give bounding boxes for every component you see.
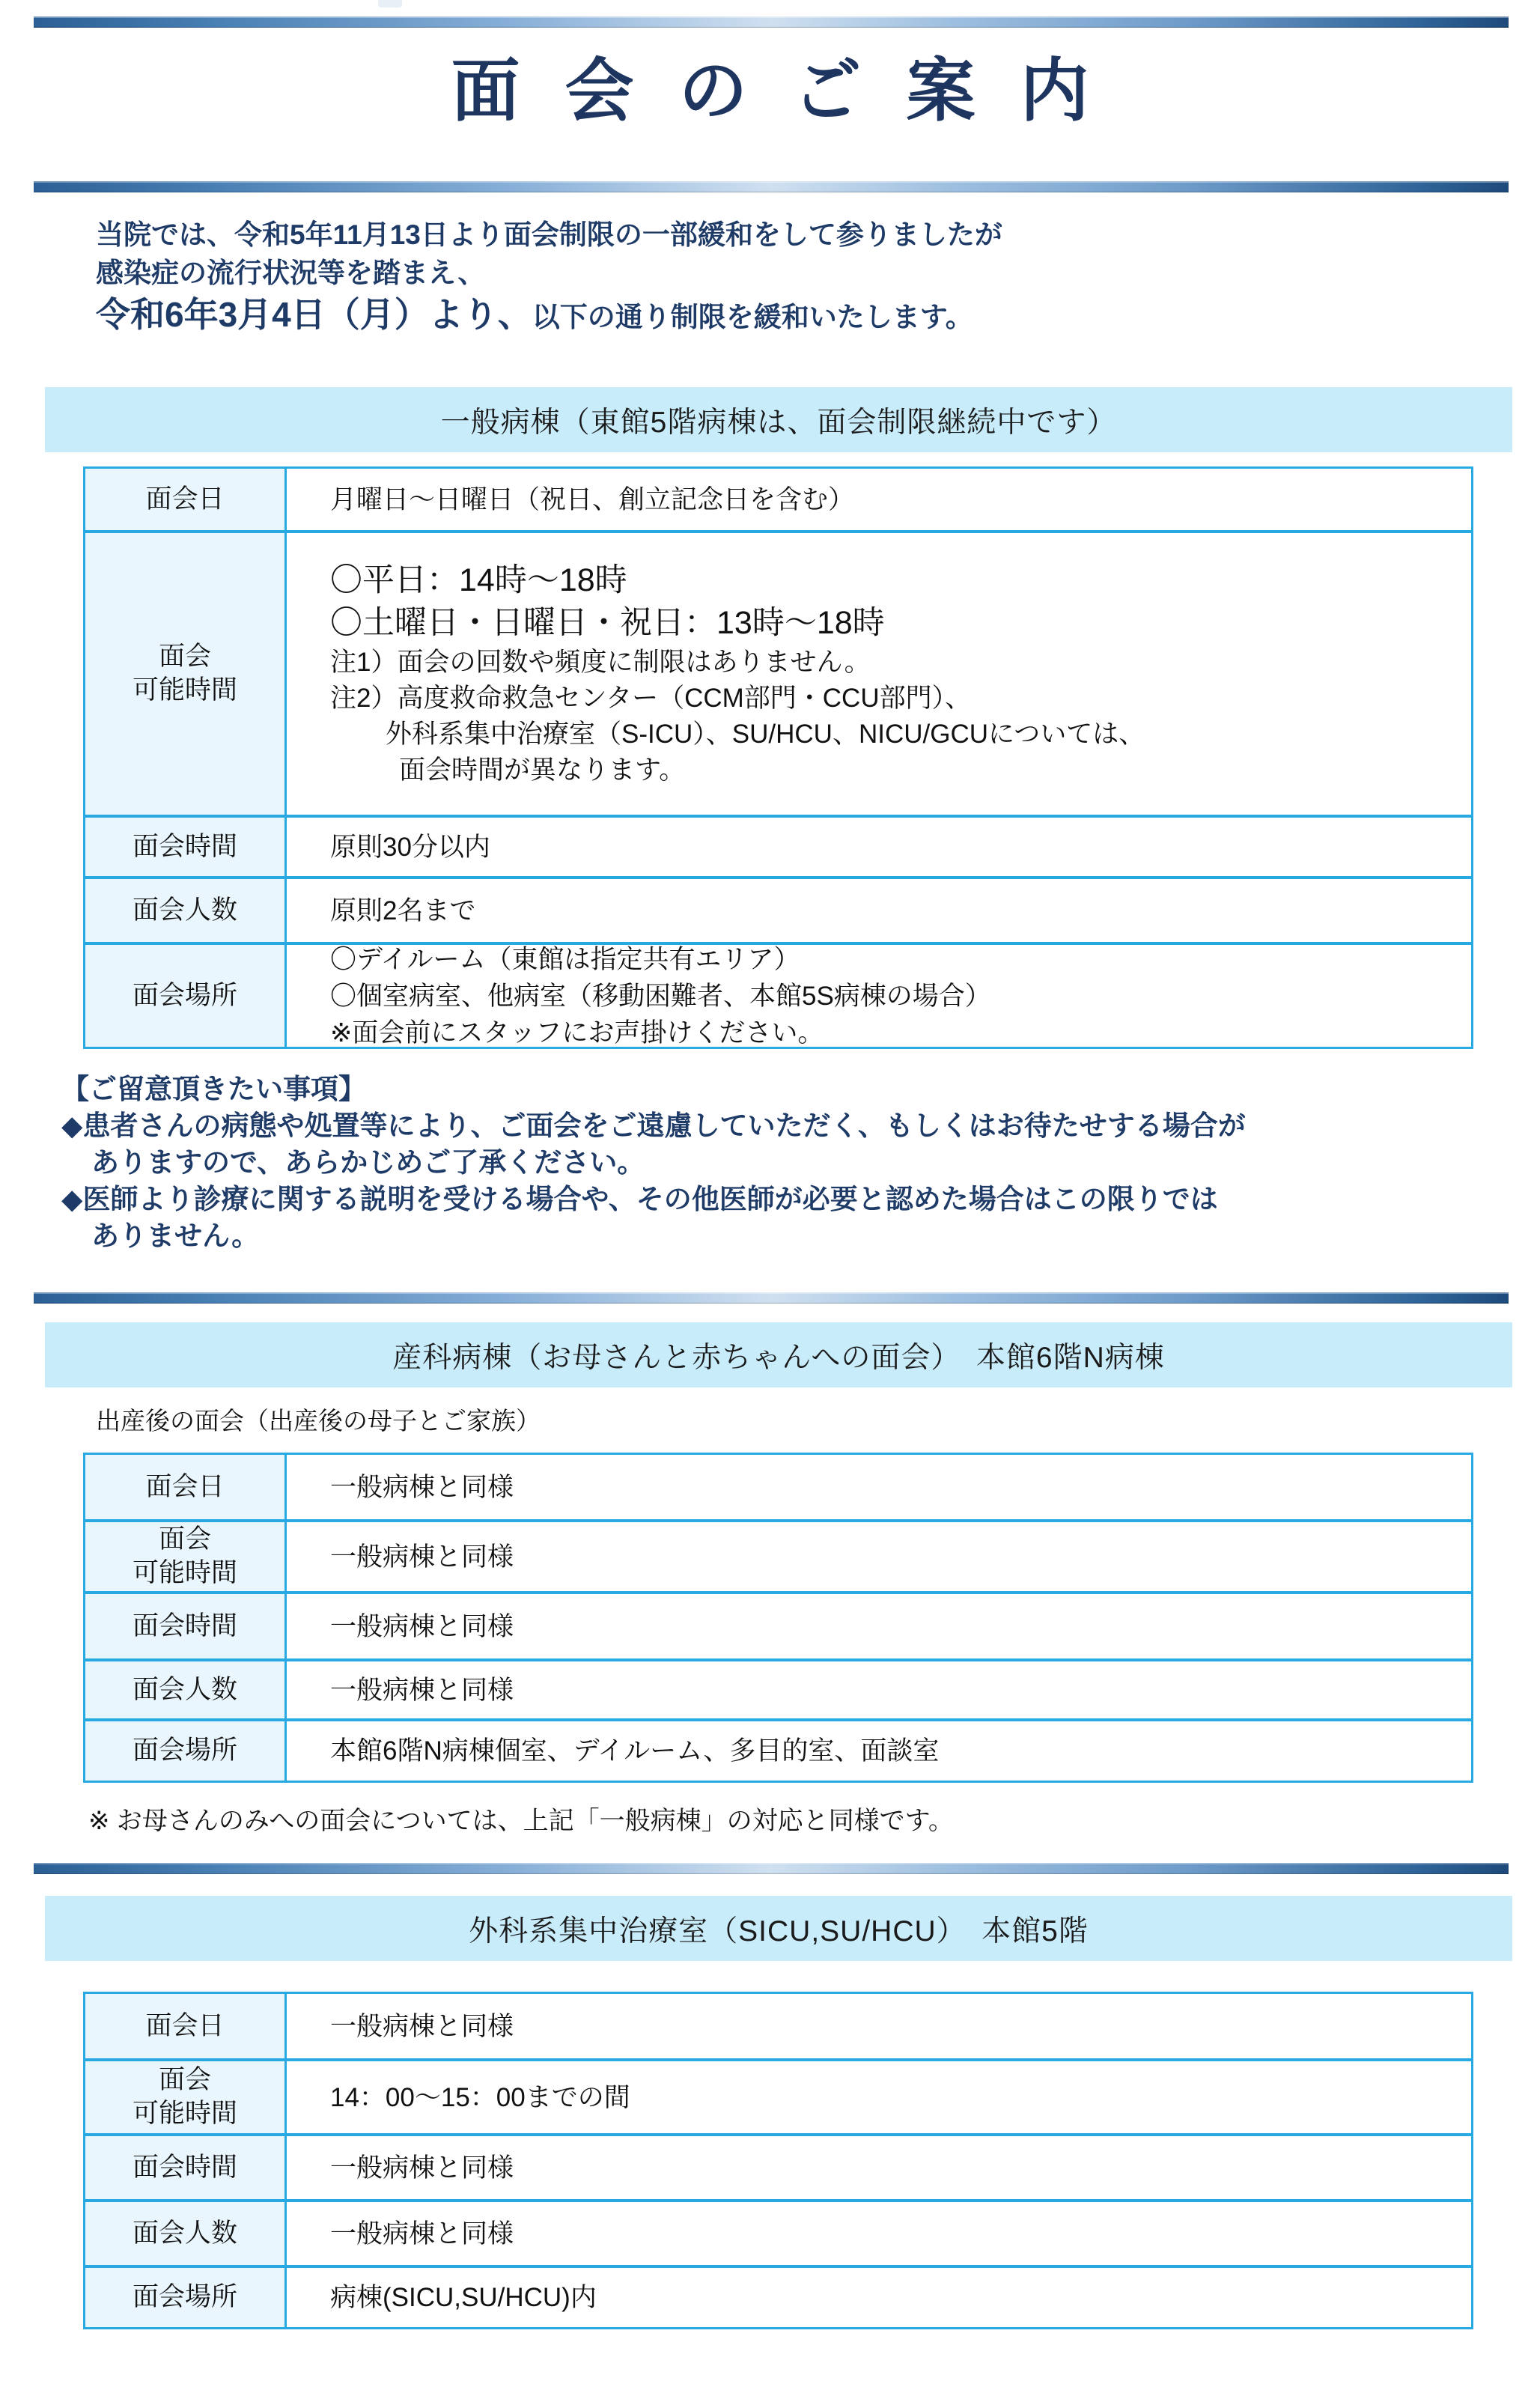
row-label-text-line2: 可能時間 bbox=[132, 2099, 237, 2128]
notice-heading: 【ご留意頂きたい事項】 bbox=[61, 1074, 366, 1104]
gradient-divider-sicu bbox=[34, 1863, 1509, 1874]
table-row-visit-duration bbox=[85, 815, 1471, 876]
notice-bullet-2-line-1: ◆医師より診療に関する説明を受ける場合や、その他医師が必要と認めた場合はこの限りでは bbox=[61, 1184, 1218, 1214]
maternity-ward-table bbox=[83, 1453, 1473, 1783]
row-label-text: 面会日 bbox=[145, 2010, 225, 2040]
gradient-divider-top bbox=[34, 16, 1509, 28]
section-heading-maternity-ward bbox=[45, 1322, 1512, 1387]
row-label-cell bbox=[85, 1661, 287, 1718]
row-label-cell bbox=[85, 2268, 287, 2327]
row-value-text: 一般病棟と同様 bbox=[330, 1675, 514, 1705]
place-line-3: ※面会前にスタッフにお声掛けください。 bbox=[330, 1018, 824, 1047]
row-label-text: 面会時間 bbox=[132, 1611, 237, 1641]
table-row-visit-duration bbox=[85, 2133, 1471, 2199]
row-label-cell bbox=[85, 2136, 287, 2199]
row-value-cell bbox=[287, 533, 1471, 815]
table-row-visitor-count bbox=[85, 876, 1471, 942]
intro-line-2: 感染症の流行状況等を踏まえ、 bbox=[96, 258, 486, 288]
row-value-text: 原則30分以内 bbox=[330, 832, 490, 862]
row-label-text-line1: 面会 bbox=[158, 2065, 211, 2095]
row-value-cell bbox=[287, 1522, 1471, 1591]
row-value-text: 一般病棟と同様 bbox=[330, 2011, 514, 2041]
intro-line-1: 当院では、令和5年11月13日より面会制限の一部緩和をして参りましたが bbox=[96, 219, 1002, 250]
hours-note-1: 注1）面会の回数や頻度に制限はありません。 bbox=[330, 648, 871, 678]
gradient-divider-under-title bbox=[34, 181, 1509, 192]
row-label-text: 面会場所 bbox=[132, 2282, 237, 2312]
row-value-text: 本館6階N病棟個室、デイルーム、多目的室、面談室 bbox=[330, 1736, 940, 1766]
row-label-cell bbox=[85, 1455, 287, 1519]
general-ward-table bbox=[83, 466, 1473, 1049]
row-label-cell bbox=[85, 1994, 287, 2058]
row-value-text: 一般病棟と同様 bbox=[330, 1542, 514, 1572]
table-row-visit-place bbox=[85, 2265, 1471, 2327]
intro-paragraph bbox=[96, 216, 1002, 338]
top-edge-artifact bbox=[378, 0, 402, 7]
page-title: 面会のご案内 bbox=[451, 53, 1134, 130]
row-value-cell bbox=[287, 469, 1471, 530]
row-label-cell bbox=[85, 2202, 287, 2265]
place-line-1: 〇デイルーム（東館は指定共有エリア） bbox=[330, 944, 800, 974]
row-label-cell bbox=[85, 818, 287, 876]
intro-effective-date: 令和6年3月4日（月）より、 bbox=[96, 295, 532, 334]
row-value-text: 一般病棟と同様 bbox=[330, 1472, 514, 1502]
row-label-text: 面会日 bbox=[145, 1471, 225, 1501]
gradient-divider-maternity bbox=[34, 1292, 1509, 1304]
notice-bullet-1-line-2: ありますので、あらかじめご了承ください。 bbox=[91, 1147, 645, 1178]
hours-weekend: 〇土曜日・日曜日・祝日：13時～18時 bbox=[330, 605, 885, 642]
row-value-cell bbox=[287, 2061, 1471, 2133]
table-row-visit-day bbox=[85, 1994, 1471, 2058]
row-label-cell bbox=[85, 533, 287, 815]
sicu-table bbox=[83, 1992, 1473, 2329]
row-label-text: 面会時間 bbox=[132, 2152, 237, 2182]
row-value-cell bbox=[287, 945, 1471, 1047]
row-value-cell bbox=[287, 1994, 1471, 2058]
maternity-subtitle: 出産後の面会（出産後の母子とご家族） bbox=[96, 1407, 541, 1435]
page-title-wrap bbox=[0, 52, 1540, 132]
row-value-cell bbox=[287, 1455, 1471, 1519]
row-label-cell bbox=[85, 879, 287, 942]
row-value-text: 一般病棟と同様 bbox=[330, 2153, 514, 2183]
table-row-visit-day bbox=[85, 1455, 1471, 1519]
row-value-text: 病棟(SICU,SU/HCU)内 bbox=[330, 2283, 597, 2312]
row-label-text: 面会人数 bbox=[132, 2218, 237, 2248]
table-row-visit-hours bbox=[85, 530, 1471, 815]
row-label-text-line1: 面会 bbox=[158, 1524, 211, 1554]
section-heading-general-ward bbox=[45, 387, 1512, 452]
row-label-text: 面会人数 bbox=[132, 1674, 237, 1704]
row-value-text: 14：00～15：00までの間 bbox=[330, 2082, 630, 2112]
row-label-cell bbox=[85, 945, 287, 1047]
table-row-visit-hours bbox=[85, 1519, 1471, 1591]
row-label-cell bbox=[85, 1594, 287, 1658]
maternity-footnote: ※ お母さんのみへの面会については、上記「一般病棟」の対応と同様です。 bbox=[88, 1807, 954, 1835]
row-label-text: 面会場所 bbox=[132, 1736, 237, 1766]
table-row-visitor-count bbox=[85, 2199, 1471, 2265]
table-row-visit-place bbox=[85, 1718, 1471, 1781]
row-value-cell bbox=[287, 2202, 1471, 2265]
row-label-text-line2: 可能時間 bbox=[132, 675, 237, 705]
row-label-cell bbox=[85, 1522, 287, 1591]
row-label-cell bbox=[85, 469, 287, 530]
section-heading-general-ward-text: 一般病棟（東館5階病棟は、面会制限継続中です） bbox=[440, 406, 1117, 439]
row-label-text: 面会日 bbox=[145, 484, 225, 514]
hours-weekday: 〇平日：14時～18時 bbox=[330, 562, 627, 598]
notice-block bbox=[61, 1071, 1246, 1254]
row-value-cell bbox=[287, 879, 1471, 942]
row-value-text: 原則2名まで bbox=[330, 896, 476, 925]
hours-note-2: 注2）高度救命救急センター（CCM部門・CCU部門）、 bbox=[330, 684, 972, 714]
intro-line-3 bbox=[96, 294, 1002, 338]
table-row-visitor-count bbox=[85, 1658, 1471, 1718]
table-row-visit-hours bbox=[85, 2058, 1471, 2133]
row-value-cell bbox=[287, 1721, 1471, 1781]
row-value-cell bbox=[287, 2136, 1471, 2199]
row-value-text: 一般病棟と同様 bbox=[330, 1611, 514, 1641]
notice-bullet-2-line-2: ありません。 bbox=[91, 1220, 260, 1251]
row-value-text: 一般病棟と同様 bbox=[330, 2219, 514, 2248]
notice-bullet-1-line-1: ◆患者さんの病態や処置等により、ご面会をご遠慮していただく、もしくはお待たせする場合が bbox=[61, 1110, 1246, 1141]
section-heading-maternity-ward-text: 産科病棟（お母さんと赤ちゃんへの面会） 本館6階N病棟 bbox=[392, 1341, 1165, 1374]
row-label-cell bbox=[85, 2061, 287, 2133]
row-value-text: 月曜日～日曜日（祝日、創立記念日を含む） bbox=[330, 484, 855, 514]
row-value-cell bbox=[287, 818, 1471, 876]
row-value-cell bbox=[287, 1661, 1471, 1718]
section-heading-sicu bbox=[45, 1896, 1512, 1961]
row-label-text: 面会人数 bbox=[132, 895, 237, 925]
section-heading-sicu-text: 外科系集中治療室（SICU,SU/HCU） 本館5階 bbox=[469, 1915, 1089, 1947]
row-label-text: 面会場所 bbox=[132, 980, 237, 1010]
intro-line-3-rest: 以下の通り制限を緩和いたします。 bbox=[532, 302, 973, 332]
row-label-text-line1: 面会 bbox=[158, 642, 211, 672]
table-row-visit-day bbox=[85, 469, 1471, 530]
hours-note-4: 面会時間が異なります。 bbox=[399, 755, 686, 785]
row-value-cell bbox=[287, 2268, 1471, 2327]
place-line-2: 〇個室病室、他病室（移動困難者、本館5S病棟の場合） bbox=[330, 981, 991, 1011]
row-label-text-line2: 可能時間 bbox=[132, 1558, 237, 1587]
row-label-cell bbox=[85, 1721, 287, 1781]
table-row-visit-place bbox=[85, 942, 1471, 1047]
table-row-visit-duration bbox=[85, 1591, 1471, 1658]
row-label-text: 面会時間 bbox=[132, 831, 237, 861]
hours-note-3: 外科系集中治療室（S-ICU）、SU/HCU、NICU/GCUについては、 bbox=[386, 720, 1145, 749]
row-value-cell bbox=[287, 1594, 1471, 1658]
